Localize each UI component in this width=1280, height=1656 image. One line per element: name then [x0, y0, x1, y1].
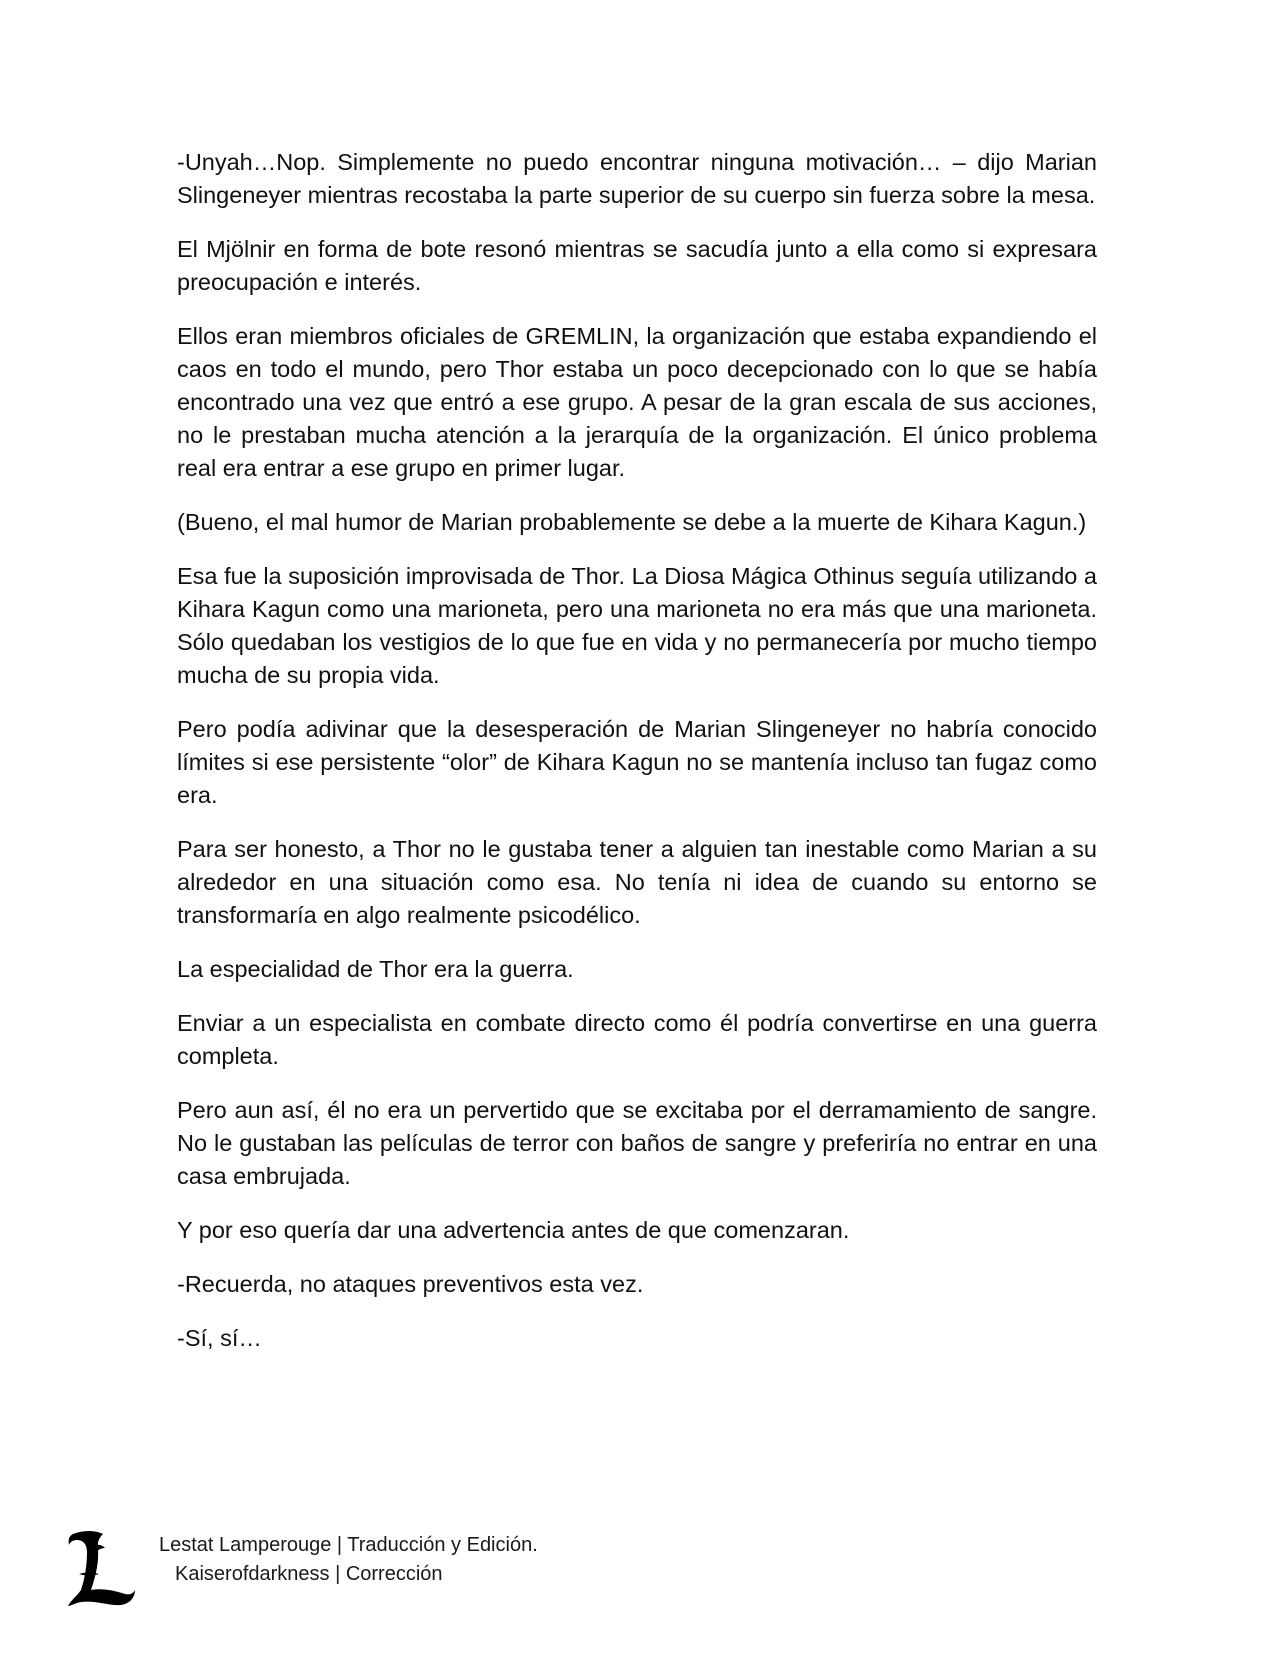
paragraph-1: -Unyah…Nop. Simplemente no puedo encontrar ninguna motivación… – dijo Marian Slingeneyer mientras recostaba la parte superior de su cuerpo sin fuerza sobre la mesa.: [177, 149, 1097, 208]
credit-translation: Lestat Lamperouge | Traducción y Edición.: [159, 1534, 538, 1556]
paragraph-12: -Recuerda, no ataques preventivos esta vez.: [177, 1271, 644, 1297]
paragraph-8: La especialidad de Thor era la guerra.: [177, 956, 574, 982]
document-body: [177, 146, 1097, 1376]
paragraph-13: -Sí, sí…: [177, 1325, 262, 1351]
page-footer: [60, 1528, 760, 1628]
paragraph-5: Esa fue la suposición improvisada de Thor. La Diosa Mágica Othinus seguía utilizando a Kihara Kagun como una marioneta, pero una marioneta no era más que una marioneta. Sólo quedaban los vestigios de lo que fue en vida y no permanecería por mucho tiempo mucha de su propia vida.: [177, 563, 1097, 688]
paragraph-7: Para ser honesto, a Thor no le gustaba tener a alguien tan inestable como Marian a su alrededor en una situación como esa. No tenía ni idea de cuando su entorno se transformaría en algo realmente psicodélico.: [177, 836, 1097, 928]
paragraph-9: Enviar a un especialista en combate directo como él podría convertirse en una guerra completa.: [177, 1010, 1097, 1069]
credit-correction: Kaiserofdarkness | Corrección: [175, 1563, 443, 1585]
paragraph-4: (Bueno, el mal humor de Marian probablemente se debe a la muerte de Kihara Kagun.): [177, 509, 1087, 535]
paragraph-2: El Mjölnir en forma de bote resonó mientras se sacudía junto a ella como si expresara preocupación e interés.: [177, 236, 1097, 295]
paragraph-3: Ellos eran miembros oficiales de GREMLIN, la organización que estaba expandiendo el caos en todo el mundo, pero Thor estaba un poco decepcionado con lo que se había encontrado una vez que entró a ese grupo. A pesar de la gran escala de sus acciones, no le prestaban mucha atención a la jerarquía de la organización. El único problema real era entrar a ese grupo en primer lugar.: [177, 323, 1097, 481]
gothic-letter-l-icon: [65, 1528, 137, 1608]
paragraph-10: Pero aun así, él no era un pervertido que se excitaba por el derramamiento de sangre. No le gustaban las películas de terror con baños de sangre y preferiría no entrar en una casa embrujada.: [177, 1097, 1097, 1189]
paragraph-11: Y por eso quería dar una advertencia antes de que comenzaran.: [177, 1217, 850, 1243]
paragraph-6: Pero podía adivinar que la desesperación de Marian Slingeneyer no habría conocido límites si ese persistente “olor” de Kihara Kagun no se mantenía incluso tan fugaz como era.: [177, 716, 1097, 808]
